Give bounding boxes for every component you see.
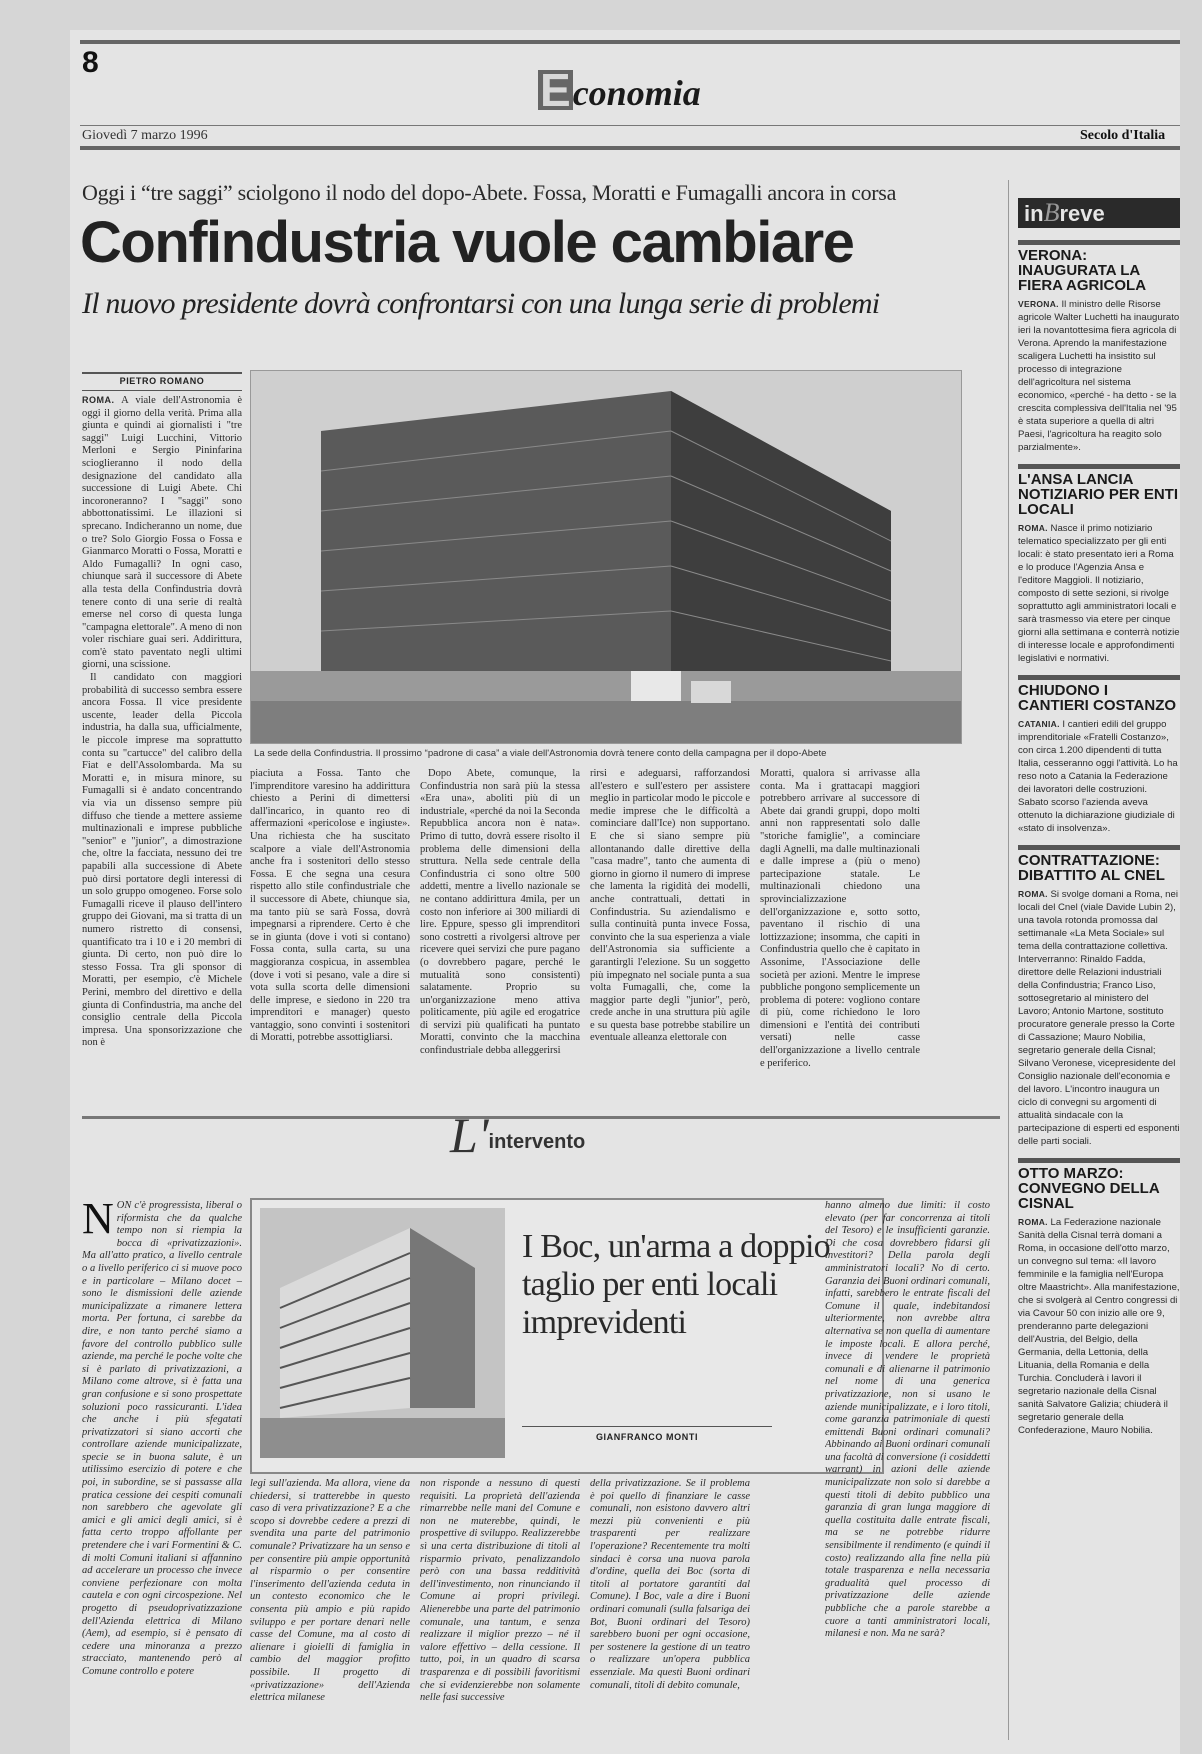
opinion-headline: I Boc, un'arma a doppio taglio per enti locali imprevidenti <box>522 1228 830 1341</box>
office-building-image <box>260 1208 505 1458</box>
masthead-bottom-rule <box>80 146 1180 150</box>
article-column-3 <box>420 768 580 1098</box>
brief-dateline: VERONA. <box>1018 299 1059 309</box>
opinion-column-4 <box>590 1478 750 1746</box>
in-breve-logo-rest: reve <box>1059 201 1105 226</box>
confindustria-building-image <box>251 371 961 743</box>
section-title <box>538 64 701 116</box>
brief-dateline: ROMA. <box>1018 889 1048 899</box>
opinion-column-3 <box>420 1478 580 1746</box>
brief-item <box>1018 240 1180 454</box>
article-dateline: ROMA. <box>82 395 115 405</box>
article-paragraph: Dopo Abete, comunque, la Confindustria non sarà più la stessa «Era una», aboliti più di un industriale, «perché da noi la Seconda Repubblica ancora non è nata». Primo di tutto, dovrà essere risolto il problema delle dimensioni della struttura. Nella sede centrale della Confindustria ci sono oltre 500 addetti, mentre a livello nazionale se ne contano addirittura 4mila, per un costo non inferiore ai 300 miliardi di lire. Eppure, spesso gli imprenditori sono costretti a rivolgersi altrove per ricevere quei servizi che pure pagano (o dovrebbero pagare, perché le mutualità sono consistenti) salatamente. Proprio su un'organizzazione meno attiva politicamente, più agile ed erogatrice di servizi più qualificati ha puntato Moratti, convinto che la macchina confindustriale debba alleggerirsi <box>420 768 580 1057</box>
opinion-byline: GIANFRANCO MONTI <box>595 1432 699 1442</box>
brief-item <box>1018 675 1180 835</box>
drop-cap: N <box>82 1200 114 1243</box>
brief-body <box>1018 1216 1180 1437</box>
opinion-byline-rule <box>522 1426 772 1427</box>
article-column-1 <box>82 394 242 1098</box>
article-paragraph: Moratti, qualora si arrivasse alla conta. Ma i grattacapi maggiori potrebbero arrivare al successore di Abete dai grandi gruppi, dopo molti anni non rappresentati solo dalle "storiche famiglie", a cominciare dagli Agnelli, ma dalle multinazionali e dalle imprese a (più o meno) partecipazione statale. Le multinazionali chiedono una sprovincializzazione dell'organizzazione e, sotto sotto, paventano il rischio di una lottizzazione; insomma, che capiti in Confindustria quello che è capitato in Assonime, l'Associazione delle società per azioni. Mentre le imprese pubbliche pongono semplicemente un problema di potere: vogliono contare di più, come richiedono le loro dimensioni e l'entità dei contributi versati) nelle casse dell'organizzazione a livello centrale e periferico. <box>760 768 920 1069</box>
article-paragraph: A viale dell'Astronomia è oggi il giorno della verità. Prima alla giunta e quindi ai giornalisti i "tre saggi" Luigi Lucchini, Vittorio Merloni e Sergio Pininfarina scioglieranno il nodo della designazione del candidato alla successione di Luigi Abete. Chi incoroneranno? I "saggi" sono abbottonatissimi. Le illazioni si sprecano. Indicheranno un nome, due o tre? Solo Giorgio Fossa o Fossa e Gianmarco Moratti o Fossa, Moratti e Aldo Fumagalli? In ogni caso, chiunque sarà il successore di Abete alla testa della Confindustria dovrà tenere conto di una serie di realtà emerse nel corso di questa lunga "campagna elettorale". A meno di non voler rischiare guai seri. Addirittura, com'è stato paventato negli ultimi giorni, una scissione. <box>82 395 242 671</box>
brief-text: Nasce il primo notiziario telematico specializzato per gli enti locali: è stato presentato ieri a Roma e lo produce l'Agenzia Ansa e l'editore Maggioli. Il notiziario, composto di sette sezioni, si rivolge soprattutto agli amministratori locali e sarà trasmesso via etere per cinque giorni alla settimana e conterrà notizie di interesse locale e approfondimenti legislativi e normativi. <box>1018 523 1180 664</box>
article-kicker: Oggi i “tre saggi” sciolgono il nodo del dopo-Abete. Fossa, Moratti e Fumagalli ancora in corsa <box>82 180 897 205</box>
bank-building-photo <box>260 1208 505 1458</box>
article-byline: PIETRO ROMANO <box>119 376 205 386</box>
opinion-paragraph: legi sull'azienda. Ma allora, viene da chiedersi, si tratterebbe in questo caso di vera privatizzazione? E a che scopo si dovrebbe cedere a prezzi di svendita una parte del patrimonio comunale? Privatizzare ha un senso e per consentire più ampie opportunità al risparmio o per consentire l'inserimento dell'azienda ceduta in un contesto economico che le consenta più ampio e più rapido sviluppo e per portare denari nelle casse del Comune, ma al costo di alienare i gioielli di famiglia in cambio del maggior profitto possibile. Il progetto di «privatizzazione» dell'Azienda elettrica milanese <box>250 1478 410 1704</box>
in-breve-sidebar <box>1018 198 1180 1437</box>
opinion-paragraph: non risponde a nessuno di questi requisiti. La proprietà dell'azienda rimarrebbe nelle mani del Comune e non ne muterebbe, quindi, le prospettive di sviluppo. Realizzerebbe sì una certa distribuzione di titoli al risparmio privato, penalizzandolo però con una bassa redditività dell'investimento, non rinunciando il Comune ai propri privilegi. Alienerebbe una parte del patrimonio comunale, una tantum, e senza realizzare il miglior prezzo – né il valore effettivo – della cessione. Il tutto, poi, in un quadro di scarsa trasparenza e di possibili favoritismi che si evidenzierebbe non solamente nelle fasi successive <box>420 1478 580 1704</box>
section-title-text: conomia <box>572 73 701 113</box>
brief-item <box>1018 845 1180 1148</box>
opinion-column-5 <box>825 1200 990 1745</box>
brief-body <box>1018 522 1180 665</box>
newspaper-page <box>70 30 1180 1754</box>
brief-title: CONTRATTAZIONE: DIBATTITO AL CNEL <box>1018 845 1180 883</box>
brief-title: OTTO MARZO: CONVEGNO DELLA CISNAL <box>1018 1158 1180 1211</box>
photo-caption: La sede della Confindustria. Il prossimo “padrone di casa” a viale dell'Astronomia dovrà tenere conto della campagna per il dopo-Abete <box>254 748 827 759</box>
in-breve-logo-b: B <box>1043 198 1060 227</box>
issue-date: Giovedì 7 marzo 1996 <box>82 128 208 143</box>
brief-text: I cantieri edili del gruppo imprenditoriale «Fratelli Costanzo», con circa 1.200 dipendenti di tutta Italia, cesseranno oggi l'attività. Lo ha reso noto a Catania la Federazione dei lavoratori delle costruzioni. Sabato scorso l'azienda aveva ottenuto la dichiarazione giudiziale di «stato di insolvenza». <box>1018 719 1178 834</box>
brief-dateline: CATANIA. <box>1018 719 1060 729</box>
article-subheadline: Il nuovo presidente dovrà confrontarsi con una lunga serie di problemi <box>82 287 880 320</box>
brief-body <box>1018 888 1180 1148</box>
opinion-headline-box <box>250 1198 884 1474</box>
opinion-paragraph: hanno almeno due limiti: il costo elevato (per far concorrenza ai titoli del Tesoro) e le insufficienti garanzie. Di che cosa dovrebbero fidarsi gli investitori? Della parola degli amministratori locali? No di certo. Garanzia dei Buoni ordinari comunali, infatti, sarebbero le entrate fiscali del Comune il quale, indebitandosi ulteriormente, non avrebbe altra alternativa se non quella di aumentare le imposte locali. E allora perché, invece di vendere le proprietà comunali e di alienarne il patrimonio nel nome di una generica privatizzazione, non si usano le aziende municipalizzate, e i loro titoli, come garanzia patrimoniale di questi emittendi Buoni ordinari comunali? Abbinando ai Buoni ordinari comunali una facoltà di conversione (i cosiddetti warrant) in azioni delle aziende municipalizzate non solo si darebbe a questi titoli di debito pubblico una garanzia di gran lunga maggiore di quella costituita dalle entrate fiscali, ma se ne potrebbe ridurre sensibilmente il rendimento (e quindi il costo) realizzando alla fine nella più totale trasparenza e nella necessaria gradualità quel processo di privatizzazione delle aziende pubbliche che a parole starebbe a cuore a tanti amministratori locali, milanesi e non. Ma ne sarà? <box>825 1200 990 1640</box>
byline-rule <box>82 372 242 374</box>
brief-item <box>1018 464 1180 665</box>
section-title-initial: E <box>540 64 571 116</box>
article-column-4 <box>590 768 750 1098</box>
brief-text: La Federazione nazionale Sanità della Cisnal terrà domani a Roma, in occasione dell'otto marzo, un convegno sul tema: «Il lavoro femminile e la famiglia nell'Europa oltre Maastricht». Alla manifestazione, che si svolgerà al Centro congressi di via Cavour 50 con inizio alle ore 9, prenderanno parte delegazioni dell'Austria, del Belgio, della Germania, della Lettonia, della Lituania, della Romania e della Turchia. Concluderà i lavori il segretario nazionale della Cisnal sanità Salvatore Galizia; chiuderà il segretario generale della Confederazione, Mauro Nobilia. <box>1018 1217 1180 1436</box>
opinion-section-title <box>450 1107 586 1163</box>
headquarters-photo <box>250 370 962 744</box>
brief-title: L'ANSA LANCIA NOTIZIARIO PER ENTI LOCALI <box>1018 464 1180 517</box>
article-column-2 <box>250 768 410 1098</box>
brief-item <box>1018 1158 1180 1437</box>
article-paragraph: Il candidato con maggiori probabilità di successo sembra essere ancora Fossa. Il vice presidente uscente, leader della Piccola industria, ha dalla sua, ufficialmente, le piccole imprese ma soprattutto conta su "cartucce" del calibro della Fiat e dell'Assolombarda. Ma su Moratti e, in misura minore, su Fumagalli si è andato concentrando via via un dissenso sempre più diffuso che tiende a mettere assieme multinazionali e imprese pubbliche "senior" e "junior", a dimostrazione che, oltre la facciata, nessuno dei tre papabili alla successione di Abete può dirsi portatore degli interessi di un solo gruppo omogeneo. Forse solo Fumagalli riceve il plauso dell'intero gruppo dei Giovani, ma si tratta di un numero ristretto di consensi, quantificato tra i 10 e i 20 membri di giunta. Di certo, non può dire lo stesso Fossa. Tra gli sponsor di Moratti, per esempio, c'è Michele Perini, membro del direttivo e della giunta di Confindustria, ma anche del consiglio centrale della Piccola impresa. Una sponsorizzazione che non è <box>82 672 242 1049</box>
article-paragraph: rirsi e adeguarsi, rafforzandosi all'estero e sull'estero per assistere meglio in particolar modo le piccole e medie imprese che le difficoltà a cominciare dall'Ice) non supportano. E che si siano sempre più allontanando dalle direttive della "casa madre", tanto che aumenta di giorno in giorno il numero di imprese che lamenta la rigidità dei modelli, anche contrattuali, dettati in Confindustria. Su aziendalismo e sulla continuità punta invece Fossa, convinto che la sua esperienza a viale dell'Astronomia sia sufficiente a garantirgli l'elezione. Su un soggetto più impegnato nel sociale punta a sua volta Fumagalli, che, come la maggior parte degli "junior", però, crede anche in una struttura più agile e su questa base potrebbe stabilire un eventuale alleanza elettorale con <box>590 768 750 1044</box>
brief-body <box>1018 298 1180 454</box>
opinion-column-1 <box>82 1200 242 1745</box>
in-breve-logo <box>1018 198 1180 228</box>
brief-text: Il ministro delle Risorse agricole Walter Luchetti ha inaugurato ieri la novantottesima fiera agricola di Verona. Aprendo la manifestazione scaligera Luchetti ha insistito sul processo di integrazione dell'agricoltura nel sistema economico, «perché - ha detto - se la crescita complessiva dell'Italia nel '95 è stata superiore a quella di altri Paesi, l'agricoltura ha reagito solo parzialmente». <box>1018 299 1180 453</box>
article-column-5 <box>760 768 920 1098</box>
opinion-section-text: intervento <box>488 1131 586 1153</box>
brief-title: CHIUDONO I CANTIERI COSTANZO <box>1018 675 1180 713</box>
brief-dateline: ROMA. <box>1018 1217 1048 1227</box>
top-rule <box>80 40 1180 44</box>
brief-dateline: ROMA. <box>1018 523 1048 533</box>
sidebar-divider <box>1008 180 1009 1740</box>
article-paragraph: piaciuta a Fossa. Tanto che l'imprenditore varesino ha addirittura chiesto a Perini di dimettersi dall'incarico, in quanto reo di affermazioni «pericolose e ingiuste». Una richiesta che ha suscitato scalpore a viale dell'Astronomia anche fra i sostenitori dello stesso Fossa. E che segna una cesura rispetto allo stile confindustriale che il successore di Abete, chiunque sia, ma tanto più se sarà Fossa, dovrà impegnarsi a riprendere. Certo è che se in giunta (dove i voti si contano) Fossa conta, sulla carta, su una maggioranza cospicua, in assemblea (dove i voti si pesano, vale a dire si vota sulla scorta delle dimensioni delle imprese, e siedono in 220 tra imprenditori e manager) questo vantaggio, sono convinti i sostenitori di Moratti, potrebbe assottigliarsi. <box>250 768 410 1044</box>
date-rule <box>80 125 1180 126</box>
brief-text: Si svolge domani a Roma, nei locali del Cnel (viale Davide Lubin 2), una tavola rotonda promossa dal settimanale «La Meta Sociale» sul tema della contrattazione collettiva. Interverranno: Rinaldo Fadda, direttore delle Relazioni industriali della Confindustria; Franco Liso, sottosegretario al ministero del Lavoro; Antonio Martone, sostituto procuratore generale presso la Corte di Cassazione; Mauro Nobilia, segretario generale della Cisnal; Silvano Veronese, vicepresidente del Consiglio nazionale dell'economia e del lavoro. L'incontro inaugura un ciclo di convegni su argomenti di attualità sindacale con la partecipazione di esperti ed esponenti delle parti sociali. <box>1018 889 1180 1147</box>
paper-name-logo: Secolo d'Italia <box>1080 128 1166 143</box>
article-headline: Confindustria vuole cambiare <box>80 210 854 275</box>
opinion-column-2 <box>250 1478 410 1746</box>
page-number: 8 <box>82 46 99 79</box>
brief-body <box>1018 718 1180 835</box>
brief-title: VERONA: INAUGURATA LA FIERA AGRICOLA <box>1018 240 1180 293</box>
opinion-section-initial: L' <box>450 1107 489 1163</box>
in-breve-logo-in: in <box>1024 201 1044 226</box>
opinion-paragraph: della privatizzazione. Se il problema è poi quello di finanziare le casse comunali, non esistono davvero altri mezzi più convenienti e più trasparenti per realizzare l'operazione? Recentemente tra molti sindaci è corsa una nuova parola d'ordine, quella dei Boc (sorta di titoli al portatore garantiti dal Comune). I Boc, vale a dire i Buoni ordinari comunali (sulla falsariga dei Bot, Buoni ordinari del Tesoro) sarebbero buoni per ogni occasione, per sostenere la gestione di un teatro o realizzare un'opera pubblica essenziale. Ma questi Buoni ordinari comunali, titoli di debito comunale, <box>590 1478 750 1691</box>
byline-rule-bottom <box>82 390 242 391</box>
opinion-paragraph: ON c'è progressista, liberal o riformista che da qualche tempo non si riempia la bocca di «privatizzazioni». Ma all'atto pratico, a livello centrale o a livello periferico ci si muove poco e in particolare – Milano docet – sono le dismissioni delle aziende municipalizzate a rimanere lettera morta. Per fortuna, ci sarebbe da dire, e non tanto perché siamo a favore del controllo pubblico sulle aziende, ma perché le poche volte che si è parlato di privatizzazioni, a Milano come altrove, si è fatta una gran confusione e si sono prospettate soluzioni poco rassicuranti. L'idea che anche i più sfegatati privatizzatori si siano accorti che controllare aziende municipalizzate, specie se in buona salute, è un utilissimo esercizio di potere e che poi, in subordine, se si passasse alla pratica cessione dei cespiti comunali non sarebbero che agevolate gli amici e gli amici degli amici, si è fatta certo troppo affollante per pretendere che i vari Formentini & C. di molti Comuni italiani si affannino ad accelerare un processo che invece conviene perfezionare con molta cautela e con ogni circospezione. Nel progetto di pseudoprivatizzazione dell'Azienda elettrica di Milano (Aem), ad esempio, si è pensato di cedere una minoranza a prezzo stracciato, mantenendo però al Comune controllo e potere <box>82 1200 242 1677</box>
